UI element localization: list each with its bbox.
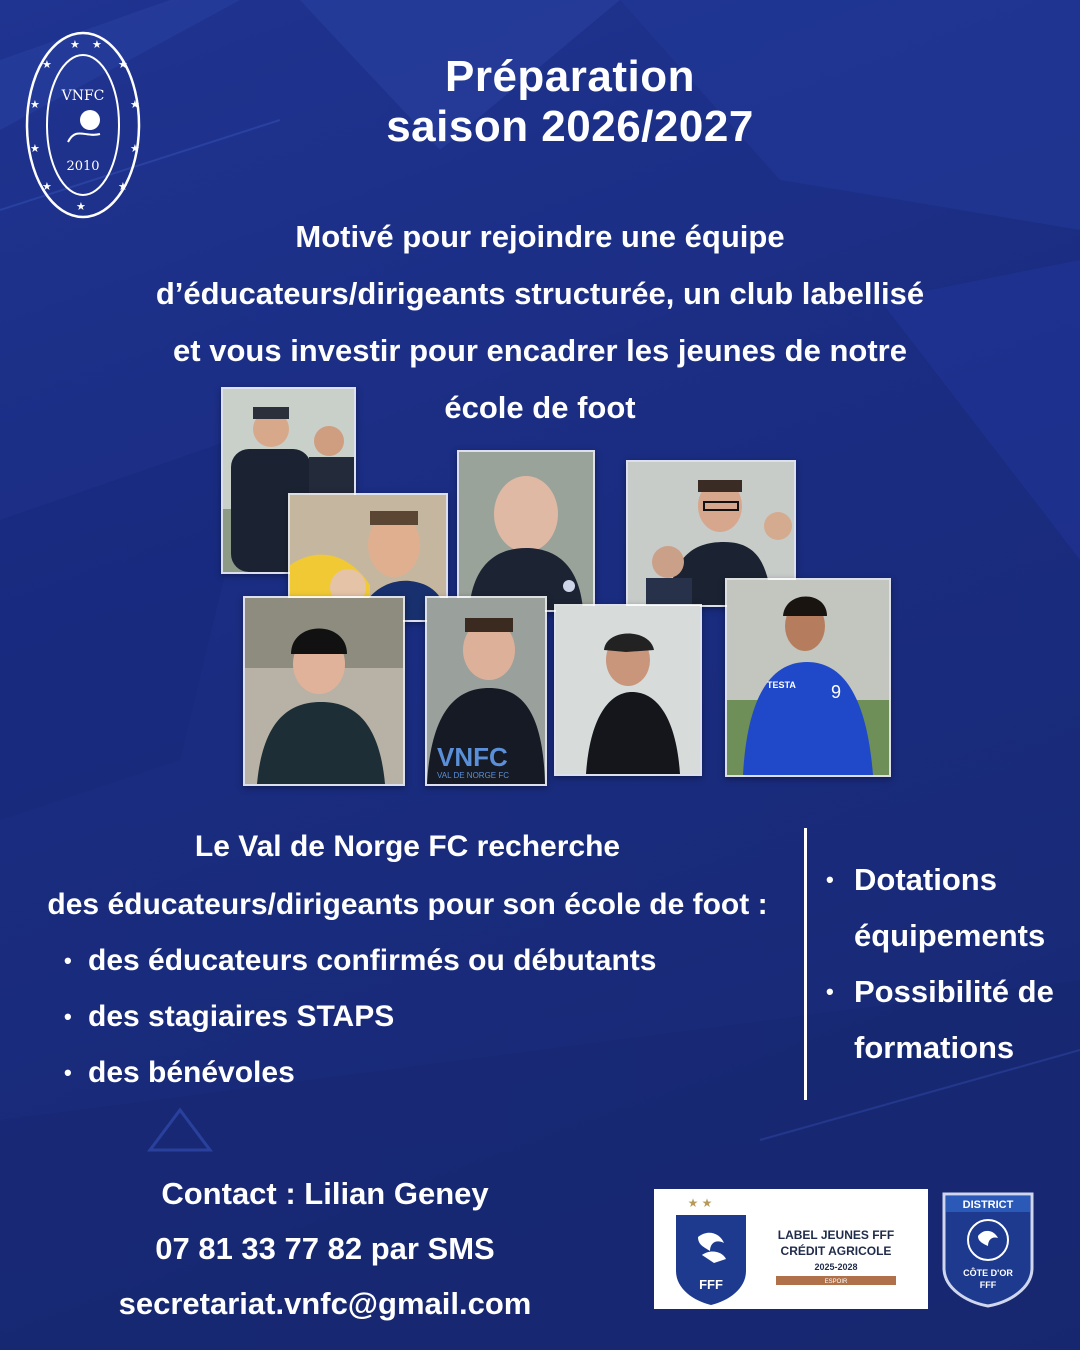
fff-label-logo — [654, 1189, 928, 1309]
svg-text:★: ★ — [118, 59, 128, 71]
jersey-subtext: VAL DE NORGE FC — [437, 771, 510, 780]
player-photo — [725, 578, 891, 777]
list-item: • des éducateurs confirmés ou débutants — [64, 940, 656, 996]
title-line-2: saison 2026/2027 — [386, 102, 754, 151]
recruit-subheading: des éducateurs/dirigeants pour son école de foot : — [47, 888, 768, 921]
bullet-icon: • — [826, 867, 834, 892]
svg-text:LABEL JEUNES FFF: LABEL JEUNES FFF — [777, 1228, 895, 1242]
list-item: • des stagiaires STAPS — [64, 996, 656, 1052]
bullet-icon: • — [64, 1004, 72, 1029]
svg-text:DISTRICT: DISTRICT — [962, 1199, 1014, 1211]
shirt-sponsor: TESTA — [767, 680, 796, 690]
svg-text:ESPOIR: ESPOIR — [824, 1279, 848, 1285]
bullet-icon: • — [826, 979, 834, 1004]
svg-text:FFF: FFF — [979, 1280, 997, 1290]
jersey-text: VNFC — [437, 742, 508, 772]
svg-text:★: ★ — [30, 99, 40, 111]
contact-phone[interactable]: 07 81 33 77 82 par SMS — [155, 1231, 495, 1266]
svg-text:CÔTE D'OR: CÔTE D'OR — [963, 1268, 1013, 1278]
shirt-number: 9 — [831, 682, 842, 702]
recruit-heading: Le Val de Norge FC recherche — [194, 830, 621, 863]
list-item: • des bénévoles — [64, 1052, 656, 1108]
svg-text:★: ★ — [130, 99, 140, 111]
bullet-icon: • — [64, 1060, 72, 1085]
contact-block — [80, 1166, 570, 1331]
svg-text:★: ★ — [30, 143, 40, 155]
intro-line: et vous investir pour encadrer les jeunes de notre — [173, 333, 907, 368]
svg-text:★: ★ — [76, 201, 86, 213]
svg-text:★: ★ — [42, 59, 52, 71]
bullet-icon: • — [64, 948, 72, 973]
page-title — [330, 52, 810, 152]
recruit-list — [64, 940, 656, 1108]
svg-text:★: ★ — [92, 39, 102, 51]
coach-photo-3 — [457, 450, 595, 612]
svg-text:★: ★ — [42, 181, 52, 193]
contact-name: Contact : Lilian Geney — [161, 1176, 489, 1211]
svg-text:★ ★: ★ ★ — [687, 1196, 713, 1210]
list-item: • Possibilité de formations — [826, 964, 1071, 1076]
svg-text:★: ★ — [70, 39, 80, 51]
coach-photo-6 — [425, 596, 547, 786]
benefits-list — [826, 852, 1071, 1076]
district-cote-dor-logo — [940, 1190, 1036, 1308]
svg-text:★: ★ — [130, 143, 140, 155]
label-jeunes-badge — [654, 1189, 928, 1309]
svg-text:FFF: FFF — [699, 1277, 723, 1292]
list-item: • Dotations équipements — [826, 852, 1071, 964]
intro-line: Motivé pour rejoindre une équipe — [295, 219, 785, 254]
vertical-divider — [804, 828, 807, 1100]
svg-text:VNFC: VNFC — [61, 88, 105, 104]
svg-text:2010: 2010 — [66, 159, 100, 174]
intro-line: école de foot — [444, 390, 636, 425]
svg-text:CRÉDIT AGRICOLE: CRÉDIT AGRICOLE — [780, 1244, 892, 1258]
contact-email[interactable]: secretariat.vnfc@gmail.com — [118, 1286, 532, 1321]
title-line-1: Préparation — [444, 52, 695, 101]
coach-photo-5 — [243, 596, 405, 786]
coach-photo-7 — [554, 604, 702, 776]
svg-text:2025-2028: 2025-2028 — [814, 1262, 858, 1272]
club-logo — [24, 30, 142, 220]
intro-line: d’éducateurs/dirigeants structurée, un club labellisé — [155, 276, 925, 311]
svg-text:★: ★ — [118, 181, 128, 193]
